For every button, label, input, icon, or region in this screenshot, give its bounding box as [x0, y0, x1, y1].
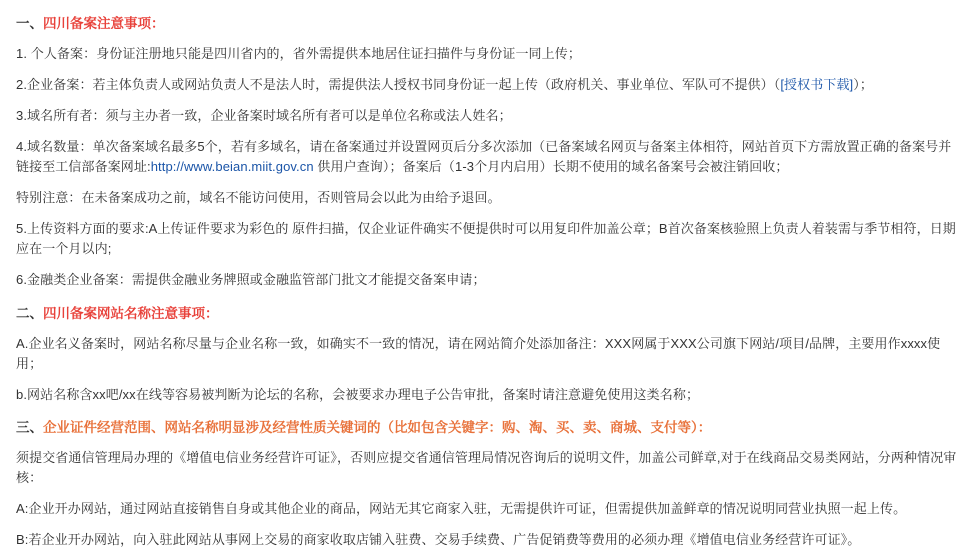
text-run: 须提交省通信管理局办理的《增值电信业务经营许可证》，否则应提交省通信管理局情况咨询后的说明文件，加盖公司鲜章,对于在线商品交易类网站，分两种情况审核：	[16, 450, 957, 485]
text-run: 2.企业备案：若主体负责人或网站负责人不是法人时，需提供法人授权书同身份证一起上传（政府机关、事业单位、军队可不提供）（	[16, 77, 781, 92]
text-run: 3.域名所有者：须与主办者一致，企业备案时域名所有者可以是单位名称或法人姓名；	[16, 108, 512, 123]
text-run: 5.上传资料方面的要求:A上传证件要求为彩色的 原件扫描，仅企业证件确实不便提供时可以用复印件加盖公章；B首次备案核验照上负责人着装需与季节相符，日期应在一个月以内;	[16, 221, 956, 256]
text-run: 6.金融类企业备案：需提供金融业务牌照或金融监管部门批文才能提交备案申请；	[16, 272, 486, 287]
section-two-title: 四川备案网站名称注意事项：	[43, 306, 219, 321]
authorization-letter-download-link[interactable]: [授权书下载]	[780, 77, 854, 92]
section-two-number: 二、	[16, 306, 43, 321]
text-run: 1. 个人备案：身份证注册地只能是四川省内的，省外需提供本地居住证扫描件与身份证一同上传；	[16, 46, 581, 61]
paragraph-special-note	[16, 188, 959, 208]
paragraph-financial-enterprise	[16, 270, 959, 290]
section-one-heading	[16, 14, 959, 34]
paragraph-personal-filing	[16, 44, 959, 64]
text-run: A:企业开办网站，通过网站直接销售自身或其他企业的商品，网站无其它商家入驻，无需提供许可证，但需提供加盖鲜章的情况说明同营业执照一起上传。	[16, 501, 907, 516]
paragraph-forum-like-name	[16, 385, 959, 405]
text-run: A.企业名义备案时，网站名称尽量与企业名称一致，如确实不一致的情况，请在网站简介处添加备注：XXX网属于XXX公司旗下网站/项目/品牌，主要用作xxxx使用；	[16, 336, 941, 371]
paragraph-domain-count	[16, 137, 959, 177]
section-one	[16, 14, 959, 290]
section-two	[16, 304, 959, 405]
section-three	[16, 418, 959, 550]
text-run: ）；	[853, 77, 873, 92]
paragraph-site-name-match	[16, 334, 959, 374]
paragraph-domain-owner	[16, 106, 959, 126]
section-two-heading	[16, 304, 959, 324]
paragraph-case-a	[16, 499, 959, 519]
paragraph-upload-requirements	[16, 219, 959, 259]
miit-url-text[interactable]: http://www.beian.miit.gov.cn	[150, 159, 314, 174]
paragraph-case-b	[16, 530, 959, 550]
text-run: b.网站名称含xx吧/xx在线等容易被判断为论坛的名称，会被要求办理电子公告审批，备案时请注意避免使用这类名称；	[16, 387, 700, 402]
text-run: B:若企业开办网站，向入驻此网站从事网上交易的商家收取店铺入驻费、交易手续费、广告促销费等费用的必须办理《增值电信业务经营许可证》。	[16, 532, 861, 547]
section-three-heading	[16, 418, 959, 438]
section-three-number: 三、	[16, 420, 43, 435]
text-run: 4.域名数量：单次备案域名最多5个，若有多域名，请在备案通过并设置网页后分多次添加（已备案域名网页与备案主体相符，网站首页下方需放置正确的备案号并链接至工信部备案网址:	[16, 139, 952, 174]
section-one-title: 四川备案注意事项：	[43, 16, 165, 31]
text-run: 供用户查询）；备案后（1-3个月内启用）长期不使用的域名备案号会被注销回收；	[313, 159, 789, 174]
paragraph-enterprise-filing	[16, 75, 959, 95]
section-three-title: 企业证件经营范围、网站名称明显涉及经营性质关键词的（比如包含关键字：购、淘、买、卖、商城、支付等）：	[43, 420, 712, 435]
text-run: 特别注意：在未备案成功之前，域名不能访问使用，否则管局会以此为由给予退回。	[16, 190, 501, 205]
section-one-number: 一、	[16, 16, 43, 31]
paragraph-license-requirement	[16, 448, 959, 488]
